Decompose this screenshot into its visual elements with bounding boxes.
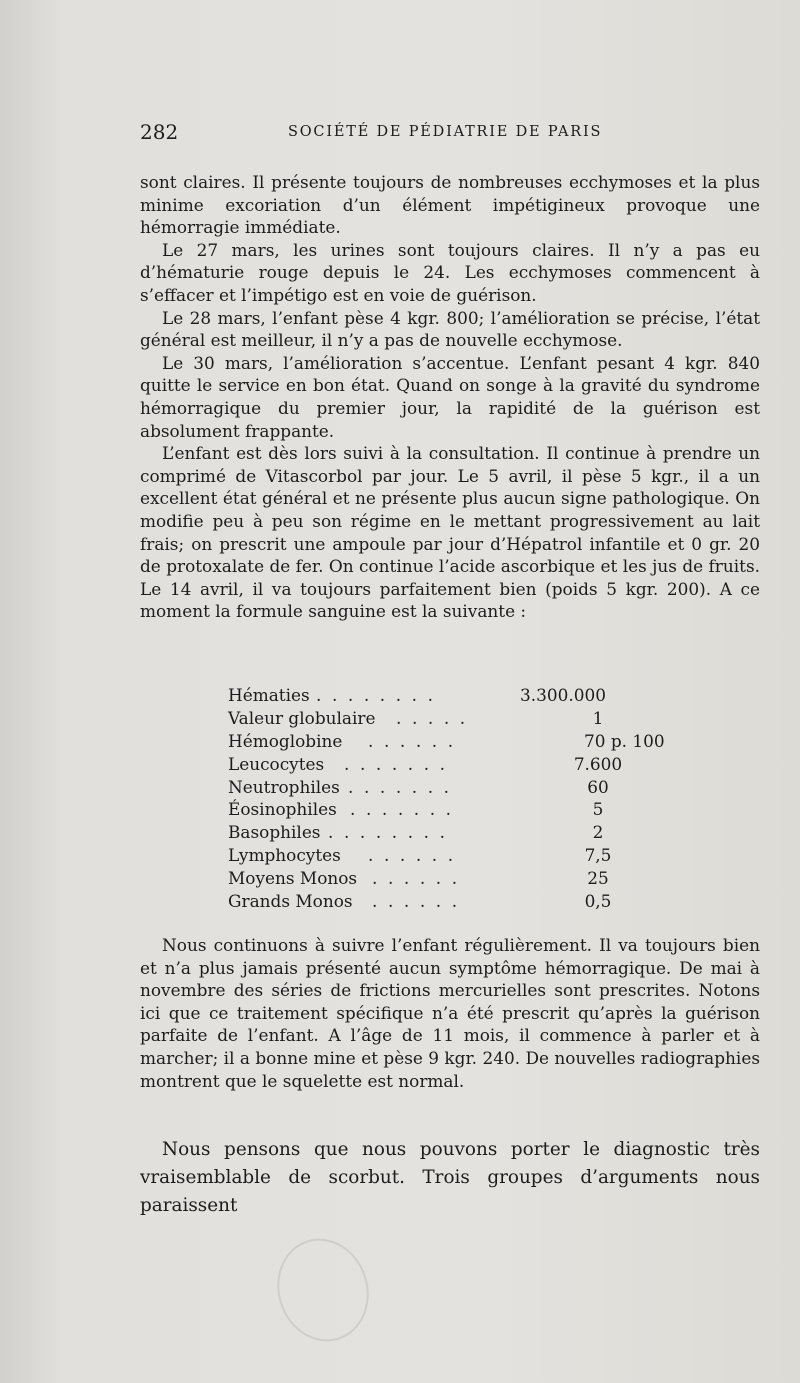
running-title: SOCIÉTÉ DE PÉDIATRIE DE PARIS (288, 124, 603, 140)
table-row (228, 798, 668, 821)
paragraph: L’enfant est dès lors suivi à la consultation. Il continue à prendre un comprimé de Vitascorbol par jour. Le 5 avril, il pèse 5 kgr., il a un excellent état général et ne présente plus aucun signe pathologique. On modifie peu à peu son régime en le mettant progressivement au lait frais; on prescrit une ampoule par jour d’Hépatrol infantile et 0 gr. 20 de protoxalate de fer. On continue l’acide ascorbique et les jus de fruits. Le 14 avril, il va toujours parfaitement bien (poids 5 kgr. 200). A ce moment la formule sanguine est la suivante : (140, 443, 760, 622)
conclusion-text (140, 1136, 760, 1220)
table-row (228, 844, 668, 867)
paragraph: sont claires. Il présente toujours de nombreuses ecchymoses et la plus minime excoriation d’un élément impétigineux provoque une hémorragie immédiate. (140, 172, 760, 238)
row-value: 3.300.000 (520, 685, 606, 705)
row-value: 25 (587, 868, 609, 889)
leader-dots: . . . . . . . . (316, 685, 436, 705)
leader-dots: . . . . . . (372, 868, 460, 889)
row-value: 70 p. 100 (584, 730, 665, 751)
library-stamp-faint (264, 1227, 382, 1354)
row-label: Lymphocytes (228, 845, 341, 866)
table-row (228, 867, 668, 890)
leader-dots: . . . . . . . (344, 753, 448, 774)
row-label: Valeur globulaire (228, 707, 376, 728)
leader-dots: . . . . . . (372, 891, 460, 912)
table-row (228, 707, 668, 730)
leader-dots: . . . . . . (368, 845, 456, 866)
table-row (228, 684, 668, 707)
leader-dots: . . . . . . . (348, 776, 452, 797)
case-report-text (140, 171, 760, 623)
leader-dots: . . . . . (396, 707, 468, 728)
leader-dots: . . . . . . (368, 730, 456, 751)
row-value: 1 (592, 707, 604, 728)
leader-dots: . . . . . . . (350, 799, 454, 820)
paragraph: Le 30 mars, l’amélioration s’accentue. L’enfant pesant 4 kgr. 840 quitte le service en bon état. Quand on songe à la gravité du syndrome hémorragique du premier jour, la rapidité de la guérison est absolument frappante. (140, 352, 760, 441)
table-row (228, 821, 668, 844)
page-number: 282 (140, 120, 179, 144)
row-value: 5 (592, 799, 604, 820)
paragraph: Nous pensons que nous pouvons porter le diagnostic très vraisemblable de scorbut. Trois groupes d’arguments nous paraissent (140, 1139, 760, 1216)
row-value: 2 (592, 822, 604, 843)
row-value: 60 (587, 776, 609, 797)
paragraph: Le 27 mars, les urines sont toujours claires. Il n’y a pas eu d’hématurie rouge depuis le 24. Les ecchymoses commencent à s’effacer et l’impétigo est en voie de guérison. (140, 239, 760, 305)
table-row (228, 890, 668, 913)
follow-up-text (140, 934, 760, 1092)
row-label: Hémoglobine (228, 730, 343, 751)
row-value: 7,5 (584, 845, 612, 866)
table-row (228, 753, 668, 776)
row-label: Hématies (228, 685, 310, 705)
row-label: Éosinophiles (228, 799, 337, 820)
row-label: Moyens Monos (228, 868, 358, 889)
row-value: 0,5 (584, 891, 612, 912)
blood-formula-table (228, 684, 668, 913)
row-label: Basophiles (228, 822, 321, 843)
table-row (228, 776, 668, 799)
row-label: Leucocytes (228, 753, 325, 774)
row-label: Grands Monos (228, 891, 353, 912)
page-header (140, 120, 760, 150)
row-label: Neutrophiles (228, 776, 340, 797)
leader-dots: . . . . . . . . (328, 822, 448, 843)
paragraph: Le 28 mars, l’enfant pèse 4 kgr. 800; l’amélioration se précise, l’état général est meilleur, il n’y a pas de nouvelle ecchymose. (140, 307, 760, 351)
row-value: 7.600 (573, 753, 623, 774)
table-row (228, 730, 668, 753)
paragraph: Nous continuons à suivre l’enfant régulièrement. Il va toujours bien et n’a plus jamais présenté aucun symptôme hémorragique. De mai à novembre des séries de frictions mercurielles sont prescrites. Notons ici que ce traitement spécifique n’a été prescrit qu’après la guérison parfaite de l’enfant. A l’âge de 11 mois, il commence à parler et à marcher; il a bonne mine et pèse 9 kgr. 240. De nouvelles radiographies montrent que le squelette est normal. (140, 935, 760, 1091)
